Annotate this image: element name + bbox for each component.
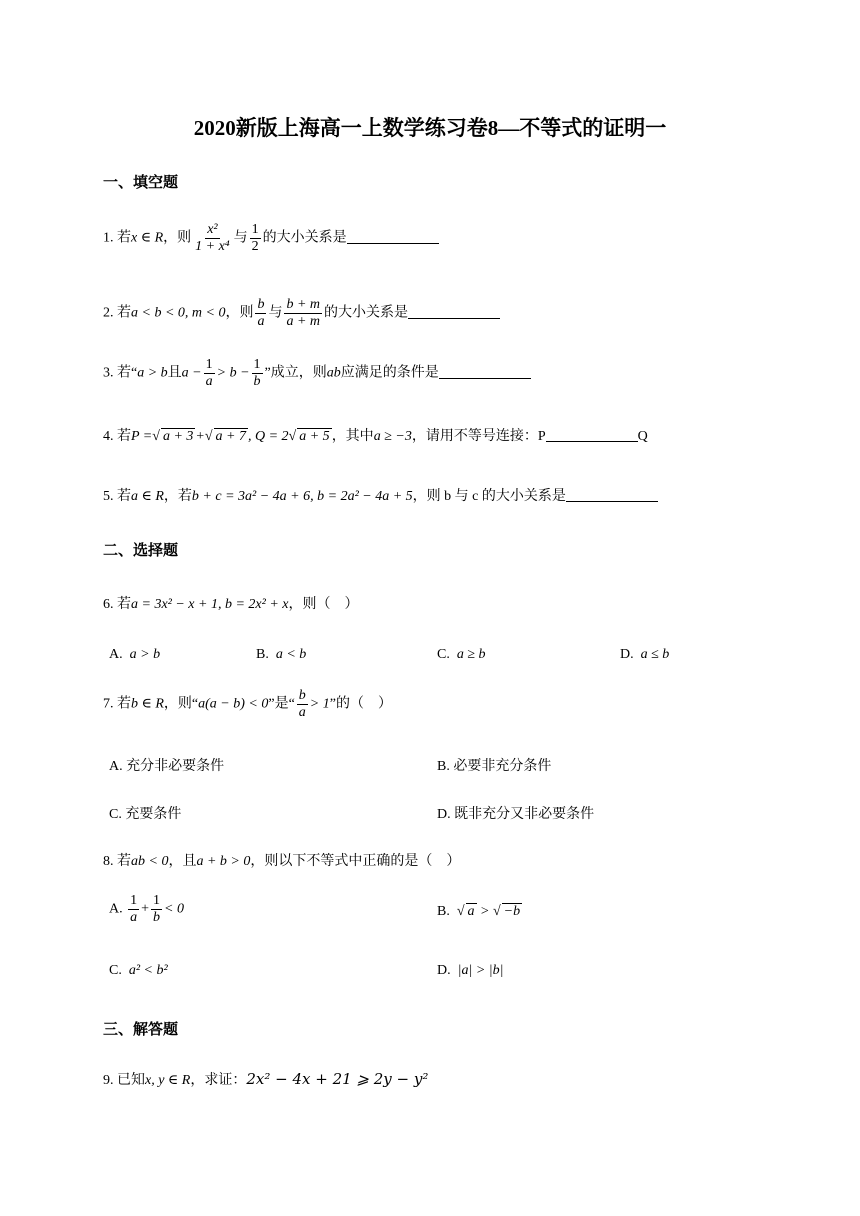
q1-frac-den: 1 + x⁴ xyxy=(195,239,230,254)
q6-option-a-text: a > b xyxy=(129,647,161,662)
question-3 xyxy=(103,357,531,390)
q2-text-2: 与 xyxy=(268,305,283,321)
q7-gt: > 1 xyxy=(309,696,330,712)
q7-frac-num: b xyxy=(298,688,306,703)
q4-radical-1: a + 3 xyxy=(162,429,194,444)
q6-option-d[interactable] xyxy=(620,647,669,663)
q1-frac-num: x² xyxy=(207,222,218,237)
q9-condition: x, y ∈ R xyxy=(145,1073,191,1088)
q4-radical-2: a + 7 xyxy=(215,429,246,444)
q8-text: ，且 xyxy=(168,854,197,869)
q4-number: 4. 若 xyxy=(103,429,131,444)
q7-frac-den: a xyxy=(298,705,306,720)
q3-fraction-1 xyxy=(204,357,215,390)
q5-answer-blank[interactable] xyxy=(566,487,658,502)
q2-frac-num: b xyxy=(257,297,265,312)
q4-p: P = xyxy=(131,429,153,444)
q3-f1-den: a xyxy=(205,374,213,389)
q7-number: 7. 若 xyxy=(103,696,131,712)
q1-answer-blank[interactable] xyxy=(347,229,439,244)
question-8 xyxy=(103,850,460,870)
q3-expr-b: > b − xyxy=(216,365,250,381)
q4-end: Q xyxy=(637,429,648,444)
q6-option-d-label: D. xyxy=(620,647,634,662)
q6-option-b-label: B. xyxy=(256,647,269,662)
q6-option-c[interactable] xyxy=(437,647,486,663)
q2-frac2-den: a + m xyxy=(286,314,321,329)
q4-answer-blank[interactable] xyxy=(546,427,638,442)
q8-option-a-label: A. xyxy=(109,901,123,917)
q8-condition-2: a + b > 0 xyxy=(196,854,251,869)
question-7 xyxy=(103,688,392,721)
q6-option-d-text: a ≤ b xyxy=(640,647,670,662)
q6-option-a[interactable] xyxy=(109,647,160,663)
q2-condition: a < b < 0, m < 0 xyxy=(131,305,226,321)
q6-option-c-label: C. xyxy=(437,647,450,662)
q7-text: ，则“ xyxy=(163,696,199,712)
q2-number: 2. 若 xyxy=(103,305,131,321)
q2-fraction-1 xyxy=(255,297,266,330)
q1-frac2-den: 2 xyxy=(251,239,259,254)
q8-option-b[interactable]: B. √ a > √ −b xyxy=(437,904,521,919)
q9-number: 9. 已知 xyxy=(103,1073,145,1088)
q4-plus: + xyxy=(195,429,205,444)
q2-tail: 的大小关系是 xyxy=(324,305,409,321)
q8-option-c[interactable] xyxy=(109,963,168,979)
q4-radical-3: a + 5 xyxy=(299,429,330,444)
question-1 xyxy=(103,222,439,255)
q6-tail: ，则（ ） xyxy=(288,597,359,612)
q6-number: 6. 若 xyxy=(103,597,131,612)
q7-fraction xyxy=(297,688,308,721)
q8-d-expression: |a| > |b| xyxy=(457,963,504,978)
q1-fraction-1 xyxy=(193,222,232,255)
q5-condition: a ∈ R xyxy=(131,489,164,504)
q8-a-plus: + xyxy=(141,901,150,917)
q7-option-d[interactable]: D. 既非充分又非必要条件 xyxy=(437,807,595,822)
q3-ab: ab xyxy=(326,365,341,381)
q1-text: ，则 xyxy=(163,230,192,246)
q8-b-radical-1: a xyxy=(467,904,475,919)
q3-expr-a: a − xyxy=(181,365,202,381)
q3-fraction-2 xyxy=(252,357,263,390)
q6-expression: a = 3x² − x + 1, b = 2x² + x xyxy=(131,597,289,612)
q2-frac2-num: b + m xyxy=(286,297,321,312)
q2-text: ，则 xyxy=(225,305,254,321)
q3-and: 且 xyxy=(167,365,182,381)
q7-condition: b ∈ R xyxy=(131,696,164,712)
q3-tail-2: 应满足的条件是 xyxy=(340,365,439,381)
q8-tail: ，则以下不等式中正确的是（ ） xyxy=(250,854,461,869)
q7-text-2: ”是“ xyxy=(268,696,295,712)
question-5 xyxy=(103,485,658,505)
q3-condition: a > b xyxy=(137,365,168,381)
q8-a-f1-den: a xyxy=(130,910,138,925)
q4-text: ，其中 xyxy=(331,429,374,444)
q8-a-fraction-2 xyxy=(151,893,162,926)
q1-fraction-2 xyxy=(250,222,261,255)
q8-b-radical-2: −b xyxy=(503,904,521,919)
q5-expression: b + c = 3a² − 4a + 6, b = 2a² − 4a + 5 xyxy=(191,489,413,504)
q8-a-tail: < 0 xyxy=(164,901,184,917)
q3-f2-den: b xyxy=(253,374,261,389)
q6-option-b-text: a < b xyxy=(275,647,307,662)
q3-f1-num: 1 xyxy=(205,357,213,372)
q9-text: ，求证： xyxy=(190,1073,247,1088)
q3-f2-num: 1 xyxy=(253,357,261,372)
q8-option-b-label: B. xyxy=(437,904,450,919)
question-4: 4. 若P =√ a + 3 +√ a + 7 , Q = 2√ a + 5 ，其中a ≥ −3，请用不等号连接：P Q xyxy=(103,429,648,444)
q1-number: 1. 若 xyxy=(103,230,131,246)
q3-answer-blank[interactable] xyxy=(439,364,531,379)
page-title: 2020新版上海高一上数学练习卷8—不等式的证明一 xyxy=(193,116,667,140)
q8-a-f2-num: 1 xyxy=(153,893,161,908)
section-heading-choice: 二、选择题 xyxy=(103,543,179,559)
q4-condition: a ≥ −3 xyxy=(373,429,412,444)
q3-tail: ”成立，则 xyxy=(264,365,327,381)
q2-fraction-2 xyxy=(284,297,322,330)
q2-frac-den: a xyxy=(257,314,265,329)
q8-a-fraction-1 xyxy=(128,893,139,926)
q8-number: 8. 若 xyxy=(103,854,131,869)
q9-expression: 2x² − 4x + 21 ⩾ 2y − y² xyxy=(246,1070,429,1088)
q7-option-a[interactable]: A. 充分非必要条件 xyxy=(109,759,225,774)
q1-frac2-num: 1 xyxy=(251,222,259,237)
q8-b-gt: > xyxy=(480,904,490,919)
q7-option-b[interactable]: B. 必要非充分条件 xyxy=(437,759,552,774)
q6-option-b[interactable] xyxy=(256,647,306,663)
section-heading-answer: 三、解答题 xyxy=(103,1022,179,1038)
q4-q: , Q = 2 xyxy=(247,429,289,444)
section-heading-fill: 一、填空题 xyxy=(103,175,179,191)
q8-option-d-label: D. xyxy=(437,963,451,978)
q8-condition-1: ab < 0 xyxy=(131,854,169,869)
question-6 xyxy=(103,593,359,613)
q7-option-c[interactable]: C. 充要条件 xyxy=(109,807,182,822)
q5-tail: ，则 b 与 c 的大小关系是 xyxy=(412,489,566,504)
q1-condition: x ∈ R xyxy=(131,230,164,246)
question-2 xyxy=(103,297,500,330)
q8-a-f1-num: 1 xyxy=(130,893,138,908)
q4-tail: ，请用不等号连接：P xyxy=(411,429,546,444)
q3-number: 3. 若“ xyxy=(103,365,138,381)
q1-text-2: 与 xyxy=(233,230,248,246)
q5-number: 5. 若 xyxy=(103,489,131,504)
q8-c-expression: a² < b² xyxy=(128,963,168,978)
q1-tail: 的大小关系是 xyxy=(262,230,347,246)
q8-a-f2-den: b xyxy=(153,910,161,925)
q5-text: ，若 xyxy=(163,489,192,504)
q6-option-c-text: a ≥ b xyxy=(456,647,486,662)
q8-option-d[interactable] xyxy=(437,963,503,979)
q7-tail: ”的（ ） xyxy=(329,696,392,712)
q8-option-a[interactable] xyxy=(109,893,184,926)
q8-option-c-label: C. xyxy=(109,963,122,978)
question-9 xyxy=(103,1069,428,1089)
q2-answer-blank[interactable] xyxy=(408,304,500,319)
q6-option-a-label: A. xyxy=(109,647,123,662)
q7-expression: a(a − b) < 0 xyxy=(198,696,269,712)
